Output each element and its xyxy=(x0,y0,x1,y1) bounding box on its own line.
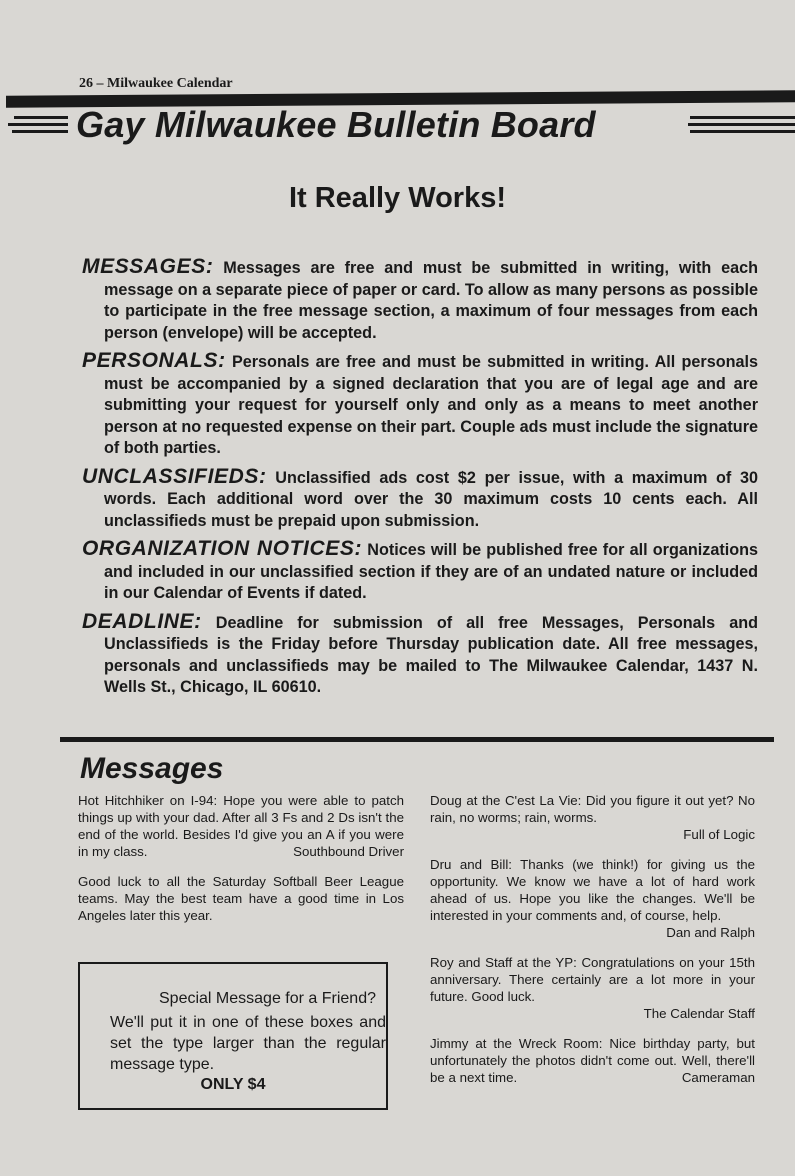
masthead-line-left xyxy=(8,123,68,126)
message-text: Good luck to all the Saturday Softball Beer League teams. May the best team have a good time in Los Angeles later this year. xyxy=(78,874,404,923)
messages-title: Messages xyxy=(80,752,224,785)
rule-text: Unclassified ads cost $2 per issue, with a maximum of 30 words. Each additional word over the 30 maximum costs 10 cents each. All unclassifieds must be prepaid upon submission. xyxy=(104,468,759,530)
rule-heading: ORGANIZATION NOTICES: xyxy=(82,537,363,560)
message-text: Dru and Bill: Thanks (we think!) for giving us the opportunity. We know we have a lot of hard work ahead of us. Hope you like the changes. We'll be interested in your comments and, of course, help. xyxy=(430,857,755,923)
rule-messages xyxy=(82,256,758,344)
masthead-line-right xyxy=(690,116,795,119)
message-item xyxy=(78,792,404,860)
masthead-line-left xyxy=(12,130,68,133)
submission-rules xyxy=(82,256,758,705)
rule-heading: MESSAGES: xyxy=(82,255,214,278)
message-item xyxy=(78,873,404,924)
message-signature: Cameraman xyxy=(681,1070,755,1085)
special-message-ad xyxy=(78,962,388,1110)
messages-right-column xyxy=(430,792,755,1099)
message-text: Doug at the C'est La Vie: Did you figure it out yet? No rain, no worms; rain, worms. xyxy=(430,793,755,825)
message-item xyxy=(430,792,755,843)
masthead xyxy=(0,104,795,150)
message-text: Jimmy at the Wreck Room: Nice birthday party, but unfortunately the photos didn't come out. Well, there'll be a next time. xyxy=(430,1036,755,1085)
message-text: Hot Hitchhiker on I-94: Hope you were able to patch things up with your dad. After all 3 Fs and 2 Ds isn't the end of the world. Besides I'd give you an A if you were in my class. xyxy=(78,793,404,859)
subtitle: It Really Works! xyxy=(288,182,507,214)
masthead-title: Gay Milwaukee Bulletin Board xyxy=(76,104,596,145)
rule-organization-notices xyxy=(82,538,758,605)
rule-text: Notices will be published free for all organizations and included in our unclassified section if they are of an undated nature or included in our Calendar of Events if dated. xyxy=(104,541,758,602)
rule-heading: PERSONALS: xyxy=(82,349,226,372)
rule-text: Messages are free and must be submitted in writing, with each message on a separate piece of paper or card. To allow as many persons as possible to participate in the free message section, a maximum of four messages from each person (envelope) will be accepted. xyxy=(104,259,759,342)
message-signature: Dan and Ralph xyxy=(666,925,755,940)
rule-heading: UNCLASSIFIEDS: xyxy=(82,464,267,488)
ad-title: Special Message for a Friend? xyxy=(159,990,376,1007)
message-signature: Southbound Driver xyxy=(293,844,404,859)
message-item xyxy=(430,954,755,1022)
rule-heading: DEADLINE: xyxy=(82,609,202,633)
rule-unclassifieds xyxy=(82,466,758,533)
message-text: Roy and Staff at the YP: Congratulations on your 15th anniversary. There certainly are a lot more in your future. Good luck. xyxy=(430,955,755,1004)
masthead-line-right xyxy=(690,130,795,133)
message-item xyxy=(430,1035,755,1086)
ad-price: ONLY $4 xyxy=(200,1076,266,1093)
message-item xyxy=(430,856,755,941)
page-header: 26 – Milwaukee Calendar xyxy=(79,76,233,91)
rule-personals xyxy=(82,350,758,460)
rule-text: Personals are free and must be submitted in writing. All personals must be accompanied by a signed declaration that you are of legal age and are submitting your request for yourself only and only as a means to meet another person at no requested expense on their part. Couple ads must include the signature of both parties. xyxy=(104,353,759,457)
section-divider xyxy=(60,737,774,742)
messages-left-column xyxy=(78,792,404,937)
masthead-line-right xyxy=(688,123,795,126)
message-signature: Full of Logic xyxy=(683,827,755,842)
ad-body: We'll put it in one of these boxes and set the type larger than the regular message type. xyxy=(110,1014,386,1073)
masthead-line-left xyxy=(14,116,68,119)
message-signature: The Calendar Staff xyxy=(643,1006,755,1021)
rule-text: Deadline for submission of all free Messages, Personals and Unclassifieds is the Friday before Thursday publication date. All free messages, personals and unclassifieds may be mailed to The Milwaukee Calendar, 1437 N. Wells St., Chicago, IL 60610. xyxy=(104,613,758,696)
rule-deadline xyxy=(82,611,758,699)
